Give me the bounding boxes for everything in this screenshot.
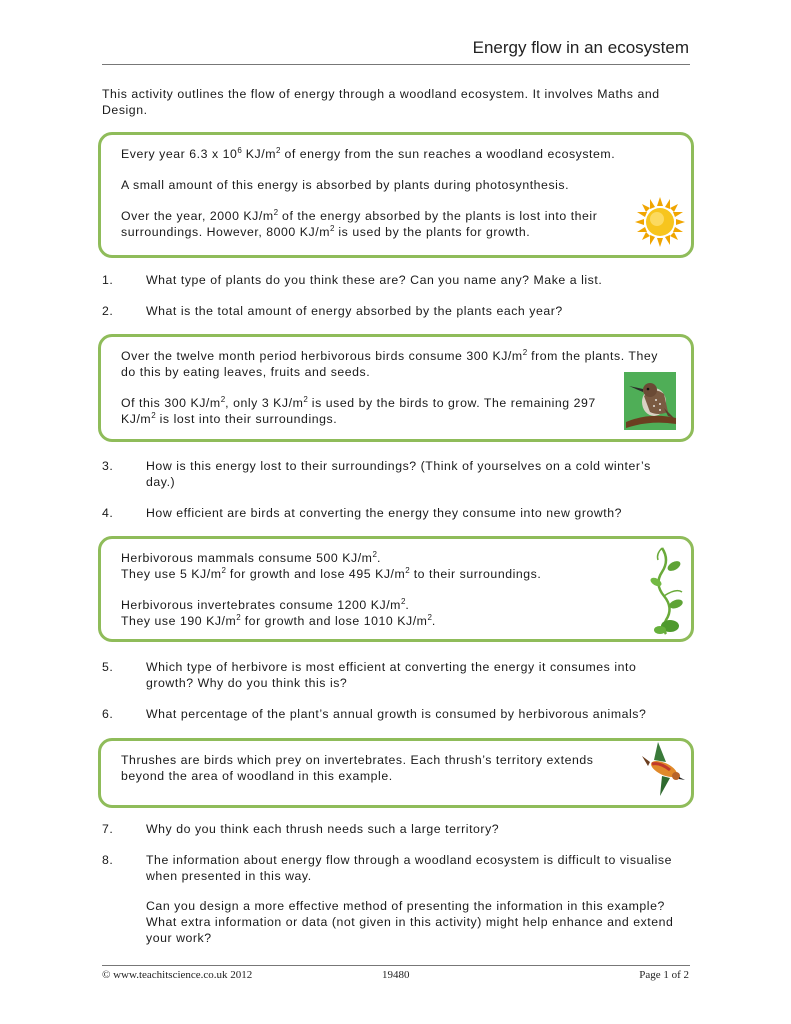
box3-line2: They use 5 $KJ/m^2$ for growth and lose 495 $KJ/m^2$ to their surroundings. [121,566,542,581]
q8-number: 8. [102,853,114,867]
q7-text: Why do you think each thrush needs such a large territory? [146,822,500,836]
footer-copyright: © www.teachitscience.co.uk 2012 [102,969,253,981]
q1-text: What type of plants do you think these are? Can you name any? Make a list. [146,273,603,287]
box2-line4: $KJ/m^2$ is lost into their surroundings. [121,411,338,426]
q5-number: 5. [102,660,114,674]
box2-line3: Of this 300 $KJ/m^2$, only 3 $KJ/m^2$ is used by the birds to grow. The remaining 297 [121,395,596,410]
q8-text-2: Can you design a more effective method of presenting the information in this example? What extra information or data (not given in this activity) might help enhance and extend your work? [146,899,674,945]
box4-line2: beyond the area of woodland in this example. [121,769,393,783]
q3-text: How is this energy lost to their surroundings? (Think of yourselves on a cold winter’s day.) [146,459,651,489]
q8-text: The information about energy flow through a woodland ecosystem is difficult to visualise when presented in this way. [146,853,672,883]
q2-text: What is the total amount of energy absorbed by the plants each year? [146,304,563,318]
kingfisher-bird-icon [624,372,676,430]
box3-line3: Herbivorous invertebrates consume 1200 $KJ/m^2$. [121,597,410,612]
box2-line1: Over the twelve month period herbivorous birds consume 300 $KJ/m^2$ from the plants. They [121,348,658,363]
q7-number: 7. [102,822,114,836]
box1-line3: Over the year, 2000 $KJ/m^2$ of the energy absorbed by the plants is lost into their [121,208,598,223]
vine-icon [648,546,688,636]
q3-number: 3. [102,459,114,473]
header-rule [102,64,690,65]
box3-line1: Herbivorous mammals consume 500 $KJ/m^2$. [121,550,381,565]
box3-line4: They use 190 $KJ/m^2$ for growth and lose 1010 $KJ/m^2$. [121,613,436,628]
footer-code: 19480 [382,969,410,981]
box1-line1: Every year 6.3 x $10^6$ $KJ/m^2$ of energy from the sun reaches a woodland ecosystem. [121,146,616,161]
flying-bird-icon [640,740,686,798]
q1-number: 1. [102,273,114,287]
q5-text: Which type of herbivore is most efficient at converting the energy it consumes into growth? Why do you think this is? [146,660,637,690]
box1-line2: A small amount of this energy is absorbed by plants during photosynthesis. [121,178,570,192]
footer-page-number: Page 1 of 2 [639,969,689,981]
box2-line2: do this by eating leaves, fruits and seeds. [121,365,371,379]
box1-line4: surroundings. However, 8000 $KJ/m^2$ is used by the plants for growth. [121,224,531,239]
q4-text: How efficient are birds at converting the energy they consume into new growth? [146,506,623,520]
q2-number: 2. [102,304,114,318]
intro-text: This activity outlines the flow of energy through a woodland ecosystem. It involves Maths and Design. [102,87,660,117]
box4-line1: Thrushes are birds which prey on invertebrates. Each thrush’s territory extends [121,753,594,767]
sun-icon [634,196,686,248]
page-title: Energy flow in an ecosystem [472,38,689,57]
q6-text: What percentage of the plant’s annual growth is consumed by herbivorous animals? [146,707,647,721]
q6-number: 6. [102,707,114,721]
footer-rule [102,965,690,966]
q4-number: 4. [102,506,114,520]
